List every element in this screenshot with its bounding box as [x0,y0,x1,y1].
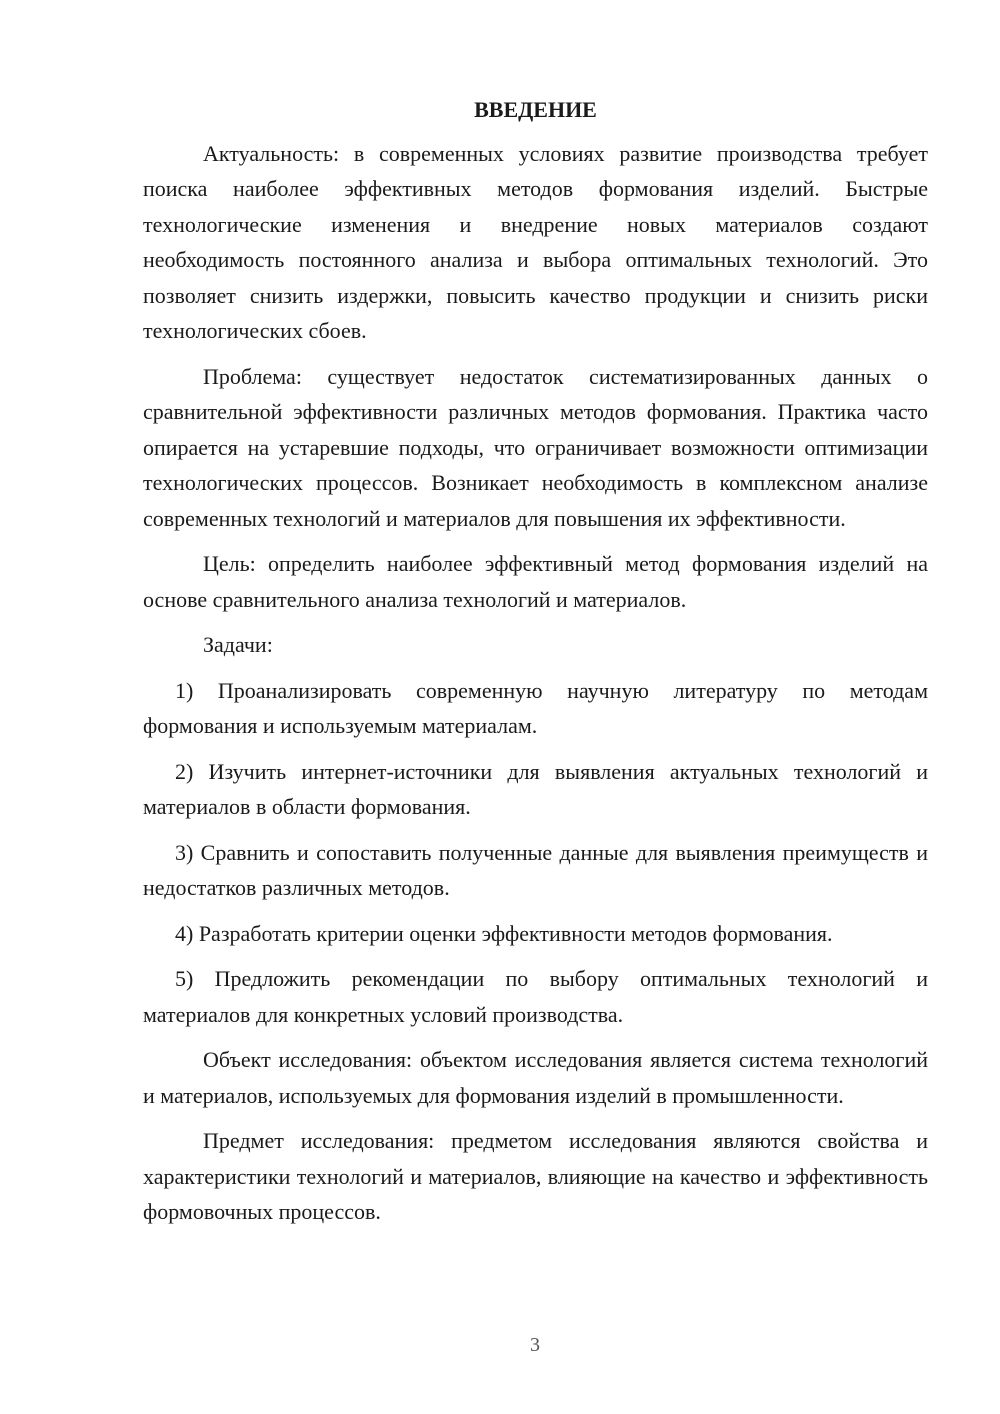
tasks-heading: Задачи: [203,632,273,657]
task-item: 2) Изучить интернет-источники для выявления актуальных технологий и материалов в области формования. [143,758,928,819]
task-item: 3) Сравнить и сопоставить полученные данные для выявления преимуществ и недостатков различных методов. [143,839,928,900]
document-page [143,92,928,1240]
object-paragraph: Объект исследования: объектом исследования является система технологий и материалов, используемых для формования изделий в промышленности. [143,1047,928,1108]
subject-paragraph: Предмет исследования: предметом исследования являются свойства и характеристики технологий и материалов, влияющие на качество и эффективность формовочных процессов. [143,1128,928,1224]
task-item: 4) Разработать критерии оценки эффективности методов формования. [175,920,833,946]
task-item: 1) Проанализировать современную научную литературу по методам формования и используемым материалам. [143,677,928,738]
task-item: 5) Предложить рекомендации по выбору оптимальных технологий и материалов для конкретных условий производства. [143,966,928,1027]
problem-paragraph: Проблема: существует недостаток систематизированных данных о сравнительной эффективности различных методов формования. Практика часто опирается на устаревшие подходы, что ограничивает возможности оптимизации технологических процессов. Возникает необходимость в комплексном анализе современных технологий и материалов для повышения их эффективности. [143,363,928,531]
page-number: 3 [530,1334,540,1356]
actuality-paragraph: Актуальность: в современных условиях развитие производства требует поиска наиболее эффективных методов формования изделий. Быстрые технологические изменения и внедрение новых материалов создают необходимость постоянного анализа и выбора оптимальных технологий. Это позволяет снизить издержки, повысить качество продукции и снизить риски технологических сбоев. [143,140,928,343]
goal-paragraph: Цель: определить наиболее эффективный метод формования изделий на основе сравнительного анализа технологий и материалов. [143,551,928,612]
page-title: ВВЕДЕНИЕ [474,97,597,122]
